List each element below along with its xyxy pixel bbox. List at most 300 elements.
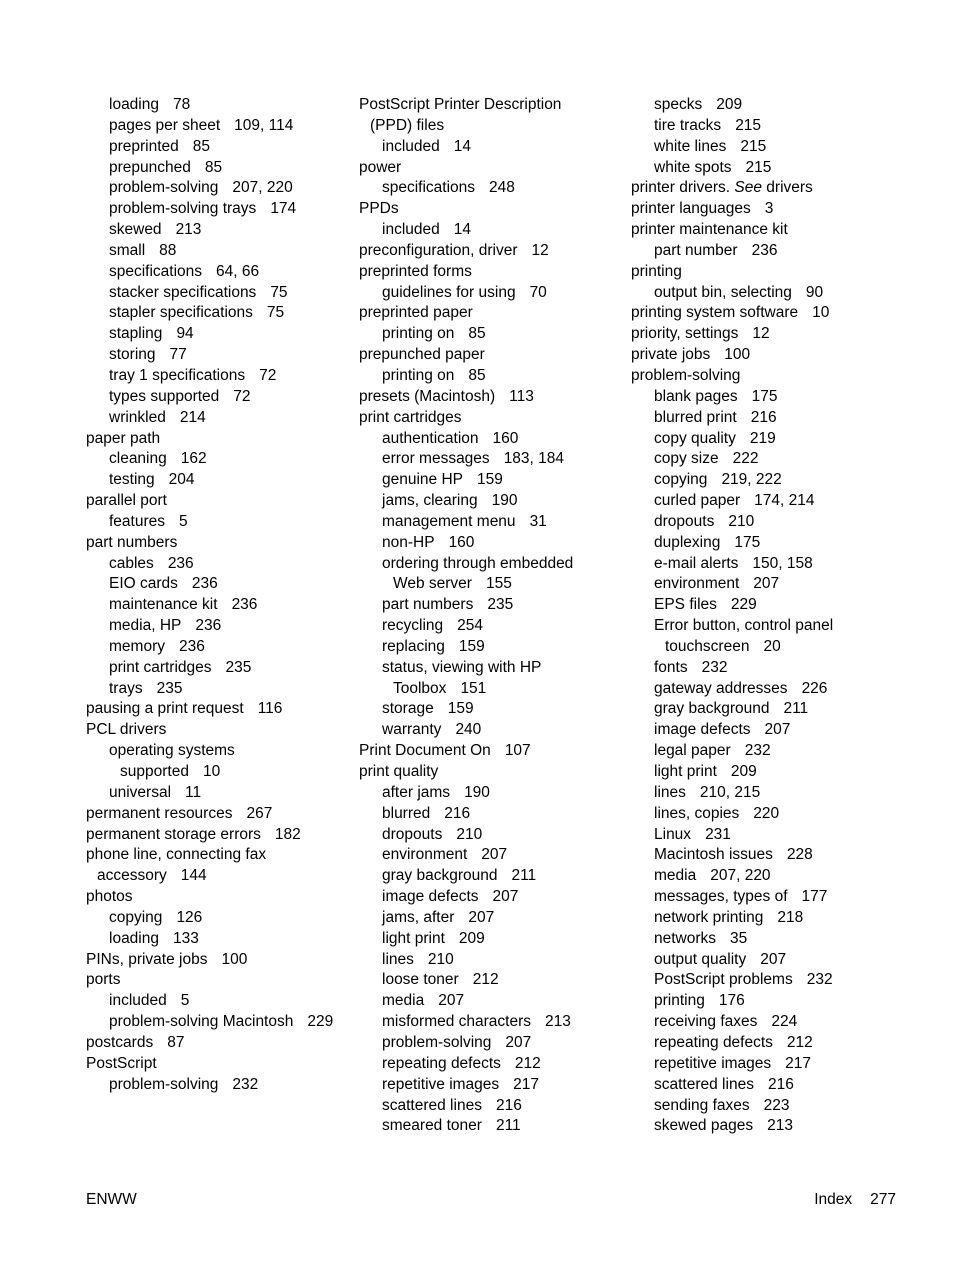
index-term: included bbox=[109, 992, 167, 1010]
index-entry bbox=[359, 866, 621, 887]
index-entry bbox=[86, 158, 348, 179]
index-page-ref: 212 bbox=[472, 971, 499, 989]
index-entry bbox=[631, 533, 893, 554]
index-term: presets (Macintosh) bbox=[359, 387, 496, 405]
index-page-ref: 72 bbox=[233, 387, 251, 405]
index-term: repetitive images bbox=[654, 1054, 772, 1072]
index-term: white lines bbox=[654, 137, 727, 155]
index-term: loading bbox=[109, 929, 159, 947]
index-term: Error button, control panel bbox=[654, 617, 834, 635]
index-page-ref: 174, 214 bbox=[754, 492, 815, 510]
index-term: private jobs bbox=[631, 346, 711, 364]
index-entry bbox=[631, 887, 893, 908]
index-entry bbox=[631, 637, 893, 658]
index-term: guidelines for using bbox=[382, 283, 516, 301]
index-term: printing on bbox=[382, 325, 455, 343]
index-entry bbox=[359, 158, 621, 179]
index-entry bbox=[631, 470, 893, 491]
index-entry bbox=[86, 866, 348, 887]
index-entry bbox=[359, 95, 621, 116]
index-page-ref: 211 bbox=[783, 700, 809, 718]
index-entry bbox=[359, 1012, 621, 1033]
index-page-ref: 10 bbox=[812, 304, 830, 322]
index-term: gateway addresses bbox=[654, 679, 788, 697]
index-entry bbox=[359, 241, 621, 262]
index-term: printer languages bbox=[631, 200, 751, 218]
index-term: light print bbox=[382, 929, 445, 947]
index-entry bbox=[359, 991, 621, 1012]
index-term: problem-solving bbox=[382, 1033, 492, 1051]
index-term: prepunched paper bbox=[359, 346, 485, 364]
index-term: repetitive images bbox=[382, 1075, 500, 1093]
index-entry bbox=[86, 970, 348, 991]
index-entry bbox=[631, 95, 893, 116]
index-term: PostScript problems bbox=[654, 971, 793, 989]
index-page-ref: 70 bbox=[529, 283, 547, 301]
index-term: copying bbox=[109, 908, 163, 926]
index-page-ref: 20 bbox=[763, 637, 781, 655]
index-entry bbox=[359, 345, 621, 366]
index-term: Macintosh issues bbox=[654, 846, 773, 864]
index-entry bbox=[359, 637, 621, 658]
index-page-ref: 248 bbox=[489, 179, 515, 197]
index-page-ref: 215 bbox=[740, 137, 767, 155]
index-entry bbox=[86, 512, 348, 533]
index-page-ref: 207 bbox=[481, 846, 508, 864]
index-entry bbox=[86, 449, 348, 470]
index-entry bbox=[631, 1054, 893, 1075]
index-entry bbox=[359, 533, 621, 554]
index-term: skewed bbox=[109, 221, 162, 239]
index-page-ref: 174 bbox=[270, 200, 297, 218]
index-entry bbox=[86, 491, 348, 512]
index-term: media bbox=[382, 992, 425, 1010]
index-page-ref: 175 bbox=[751, 387, 778, 405]
index-entry bbox=[86, 616, 348, 637]
index-term: ports bbox=[86, 971, 121, 989]
index-term: after jams bbox=[382, 783, 451, 801]
index-entry bbox=[86, 324, 348, 345]
index-term: EIO cards bbox=[109, 575, 178, 593]
index-entry bbox=[359, 1096, 621, 1117]
index-page-ref: 224 bbox=[771, 1013, 798, 1031]
index-entry bbox=[631, 616, 893, 637]
index-entry bbox=[86, 783, 348, 804]
index-term: printing system software bbox=[631, 304, 799, 322]
index-term: print quality bbox=[359, 763, 439, 780]
index-page-ref: 214 bbox=[179, 408, 206, 426]
index-entry bbox=[86, 762, 348, 783]
index-entry bbox=[86, 429, 348, 450]
index-page-ref: 100 bbox=[724, 346, 751, 364]
index-entry bbox=[359, 262, 621, 283]
index-entry bbox=[359, 950, 621, 971]
index-entry bbox=[86, 595, 348, 616]
index-entry bbox=[86, 116, 348, 137]
index-entry bbox=[86, 241, 348, 262]
index-term: jams, after bbox=[382, 908, 455, 926]
index-page-ref: 150, 158 bbox=[752, 554, 813, 572]
index-term: PostScript bbox=[86, 1054, 157, 1072]
index-page-ref: 222 bbox=[732, 450, 759, 468]
index-term: skewed pages bbox=[654, 1117, 754, 1135]
index-column-1 bbox=[86, 95, 348, 1096]
index-term: supported bbox=[120, 763, 189, 780]
index-term: PPDs bbox=[359, 200, 399, 218]
index-page-ref: 236 bbox=[167, 554, 194, 572]
index-page-ref: 207 bbox=[438, 992, 465, 1010]
index-entry bbox=[359, 762, 621, 783]
index-term: preprinted forms bbox=[359, 262, 472, 280]
index-page-ref: 159 bbox=[447, 700, 474, 718]
index-entry bbox=[359, 825, 621, 846]
index-page-ref: 11 bbox=[185, 783, 202, 801]
index-term: universal bbox=[109, 783, 172, 801]
index-term: output bin, selecting bbox=[654, 283, 792, 301]
index-term: operating systems bbox=[109, 742, 235, 760]
index-term: small bbox=[109, 241, 146, 259]
index-term: duplexing bbox=[654, 533, 721, 551]
index-term: warranty bbox=[382, 721, 442, 739]
index-page-ref: 207, 220 bbox=[232, 179, 293, 197]
index-entry bbox=[359, 512, 621, 533]
index-page-ref: 217 bbox=[785, 1054, 812, 1072]
index-term: image defects bbox=[654, 721, 751, 739]
index-page-ref: 85 bbox=[468, 325, 486, 343]
index-page-ref: 210 bbox=[728, 512, 755, 530]
index-page-ref: 229 bbox=[730, 596, 757, 614]
index-term: error messages bbox=[382, 450, 490, 468]
index-entry bbox=[631, 1096, 893, 1117]
index-page-ref: 75 bbox=[266, 304, 285, 322]
index-page-ref: 107 bbox=[504, 742, 531, 760]
index-term: genuine HP bbox=[382, 471, 464, 489]
index-entry bbox=[359, 387, 621, 408]
index-term: jams, clearing bbox=[382, 492, 478, 510]
index-entry bbox=[631, 554, 893, 575]
index-page-ref: 207 bbox=[505, 1033, 532, 1051]
index-entry bbox=[631, 199, 893, 220]
index-term: e-mail alerts bbox=[654, 554, 739, 572]
index-entry bbox=[86, 1075, 348, 1096]
index-term: PostScript Printer Description bbox=[359, 96, 562, 113]
index-page-ref: 12 bbox=[531, 241, 549, 259]
index-term: curled paper bbox=[654, 492, 741, 510]
index-entry bbox=[631, 950, 893, 971]
index-term: repeating defects bbox=[654, 1033, 773, 1051]
index-term: receiving faxes bbox=[654, 1013, 758, 1031]
index-term: postcards bbox=[86, 1033, 154, 1051]
index-page-ref: 218 bbox=[777, 908, 804, 926]
index-term: problem-solving trays bbox=[109, 200, 257, 218]
index-term: storing bbox=[109, 346, 156, 364]
index-entry bbox=[86, 1054, 348, 1075]
index-entry bbox=[631, 262, 893, 283]
index-entry bbox=[359, 1054, 621, 1075]
index-term: loading bbox=[109, 96, 159, 113]
index-term: print cartridges bbox=[109, 658, 212, 676]
index-entry bbox=[631, 825, 893, 846]
index-page-ref: 211 bbox=[495, 1117, 521, 1135]
index-entry bbox=[86, 408, 348, 429]
index-page-ref: 160 bbox=[448, 533, 475, 551]
index-entry bbox=[631, 804, 893, 825]
index-entry bbox=[631, 512, 893, 533]
index-page-ref: 77 bbox=[169, 346, 187, 364]
index-term: testing bbox=[109, 471, 155, 489]
index-entry bbox=[86, 887, 348, 908]
index-column-3 bbox=[631, 95, 893, 1137]
index-page-ref: 215 bbox=[735, 116, 762, 134]
index-term: parallel port bbox=[86, 492, 167, 510]
index-term: memory bbox=[109, 637, 165, 655]
index-page-ref: 213 bbox=[175, 221, 202, 239]
index-page-ref: 210 bbox=[427, 950, 454, 968]
index-page-ref: 176 bbox=[718, 992, 745, 1010]
index-term: legal paper bbox=[654, 742, 731, 760]
index-entry bbox=[86, 283, 348, 304]
index-entry bbox=[359, 554, 621, 575]
index-term: Web server bbox=[393, 575, 472, 593]
index-term: Print Document On bbox=[359, 742, 491, 760]
index-page-ref: 78 bbox=[173, 96, 191, 113]
index-page-ref: 216 bbox=[750, 408, 777, 426]
index-term: blank pages bbox=[654, 387, 738, 405]
index-term: blurred print bbox=[654, 408, 737, 426]
index-page-ref: 31 bbox=[529, 512, 547, 530]
index-entry bbox=[86, 137, 348, 158]
index-term: status, viewing with HP bbox=[382, 658, 542, 676]
index-entry bbox=[631, 116, 893, 137]
index-term: part numbers bbox=[86, 533, 178, 551]
footer-right bbox=[814, 1191, 896, 1209]
index-page-ref: 133 bbox=[173, 929, 199, 947]
index-entry bbox=[359, 1033, 621, 1054]
index-page-ref: 3 bbox=[764, 200, 774, 218]
index-term: fonts bbox=[654, 658, 688, 676]
index-term: copy quality bbox=[654, 429, 736, 447]
index-term: sending faxes bbox=[654, 1096, 750, 1114]
index-term: paper path bbox=[86, 429, 161, 447]
index-term: printing bbox=[654, 992, 705, 1010]
index-page-ref: 35 bbox=[730, 929, 748, 947]
index-term: lines, copies bbox=[654, 804, 740, 822]
index-term: printing bbox=[631, 262, 682, 280]
index-entry bbox=[359, 449, 621, 470]
index-page-ref: 14 bbox=[453, 221, 471, 239]
index-page-ref: 207 bbox=[468, 908, 495, 926]
index-page-ref: 210, 215 bbox=[699, 783, 761, 801]
index-page-ref: 5 bbox=[180, 992, 190, 1010]
index-page-ref: 212 bbox=[786, 1033, 813, 1051]
index-term: cleaning bbox=[109, 450, 167, 468]
index-page-ref: 216 bbox=[767, 1075, 794, 1093]
index-entry bbox=[86, 720, 348, 741]
index-term: specks bbox=[654, 96, 703, 113]
index-term: environment bbox=[654, 575, 740, 593]
index-term: wrinkled bbox=[109, 408, 166, 426]
index-term: printer maintenance kit bbox=[631, 221, 788, 239]
index-entry bbox=[86, 845, 348, 866]
index-page-ref: 85 bbox=[468, 366, 486, 384]
index-entry bbox=[86, 554, 348, 575]
index-term: power bbox=[359, 158, 402, 176]
index-entry bbox=[631, 1012, 893, 1033]
index-page-ref: 229 bbox=[307, 1013, 334, 1031]
index-entry bbox=[86, 741, 348, 762]
index-page-ref: 213 bbox=[545, 1013, 571, 1031]
footer-brand: ENWW bbox=[86, 1191, 137, 1208]
index-term: dropouts bbox=[654, 512, 715, 530]
index-entry bbox=[631, 658, 893, 679]
index-term: priority, settings bbox=[631, 325, 739, 343]
index-term: scattered lines bbox=[382, 1096, 482, 1114]
index-page-ref: 232 bbox=[744, 742, 771, 760]
index-entry bbox=[631, 283, 893, 304]
index-page-ref: 207 bbox=[492, 888, 519, 906]
index-entry bbox=[631, 387, 893, 408]
index-entry bbox=[86, 950, 348, 971]
index-page-ref: 72 bbox=[259, 366, 277, 384]
index-term: PCL drivers bbox=[86, 721, 167, 739]
index-entry bbox=[86, 1012, 348, 1033]
index-page-ref: 12 bbox=[752, 325, 770, 343]
index-term: preprinted paper bbox=[359, 304, 473, 322]
index-page-ref: 90 bbox=[805, 283, 824, 301]
index-term: specifications bbox=[382, 179, 476, 197]
index-page-ref: 94 bbox=[176, 325, 194, 343]
index-entry bbox=[631, 429, 893, 450]
index-page-ref: 209 bbox=[716, 96, 743, 113]
index-page-ref: 228 bbox=[786, 846, 813, 864]
index-entry bbox=[359, 429, 621, 450]
index-page-ref: 207 bbox=[764, 721, 791, 739]
index-page-ref: 85 bbox=[204, 158, 223, 176]
index-entry bbox=[631, 449, 893, 470]
index-term: copy size bbox=[654, 450, 719, 468]
index-page-ref: 215 bbox=[745, 158, 772, 176]
index-entry bbox=[359, 1116, 621, 1137]
index-term: media bbox=[654, 867, 697, 885]
index-entry bbox=[631, 783, 893, 804]
index-entry bbox=[631, 324, 893, 345]
index-term: tray 1 specifications bbox=[109, 366, 246, 384]
index-page-ref: 235 bbox=[156, 679, 183, 697]
index-term: problem-solving Macintosh bbox=[109, 1013, 294, 1031]
index-page-ref: 162 bbox=[180, 450, 207, 468]
index-page-ref: 190 bbox=[491, 492, 518, 510]
index-entry bbox=[631, 345, 893, 366]
index-term: gray background bbox=[654, 700, 770, 718]
index-term: ordering through embedded bbox=[382, 554, 574, 572]
index-entry bbox=[359, 804, 621, 825]
index-page-ref: 177 bbox=[801, 888, 828, 906]
index-page-ref: 235 bbox=[487, 596, 514, 614]
index-entry bbox=[631, 1116, 893, 1137]
index-entry bbox=[631, 908, 893, 929]
index-page-ref: 236 bbox=[191, 575, 218, 593]
index-term: light print bbox=[654, 763, 717, 780]
index-entry bbox=[86, 199, 348, 220]
index-page-ref: 223 bbox=[763, 1096, 790, 1114]
index-term: cables bbox=[109, 554, 154, 572]
index-entry bbox=[86, 699, 348, 720]
index-term: permanent resources bbox=[86, 804, 233, 822]
index-page-ref: 231 bbox=[705, 825, 731, 843]
index-term: stapling bbox=[109, 325, 163, 343]
index-term: storage bbox=[382, 700, 434, 718]
index-term: maintenance kit bbox=[109, 596, 218, 614]
index-entry bbox=[359, 178, 621, 199]
page-number: 277 bbox=[870, 1191, 896, 1208]
index-term: dropouts bbox=[382, 825, 443, 843]
index-page-ref: 212 bbox=[514, 1054, 541, 1072]
index-term: misformed characters bbox=[382, 1013, 532, 1031]
index-term: prepunched bbox=[109, 158, 191, 176]
index-page-ref: 267 bbox=[246, 804, 273, 822]
index-entry bbox=[631, 595, 893, 616]
index-entry bbox=[86, 220, 348, 241]
index-page-ref: 159 bbox=[458, 637, 485, 655]
index-page-ref: 159 bbox=[477, 471, 503, 489]
index-page-ref: 236 bbox=[178, 637, 205, 655]
index-term: management menu bbox=[382, 512, 516, 530]
index-entry bbox=[631, 408, 893, 429]
index-entry bbox=[359, 783, 621, 804]
index-entry bbox=[359, 574, 621, 595]
index-page-ref: 216 bbox=[444, 804, 471, 822]
index-page-ref: 254 bbox=[457, 617, 484, 635]
index-entry bbox=[86, 470, 348, 491]
index-term: tire tracks bbox=[654, 116, 722, 134]
index-page-ref: 160 bbox=[492, 429, 519, 447]
index-page-ref: 232 bbox=[701, 658, 728, 676]
index-entry bbox=[359, 616, 621, 637]
index-term: printing on bbox=[382, 366, 455, 384]
index-entry bbox=[86, 991, 348, 1012]
index-entry bbox=[631, 720, 893, 741]
index-entry bbox=[631, 866, 893, 887]
index-page-ref: 75 bbox=[270, 283, 288, 301]
index-term: problem-solving bbox=[109, 179, 219, 197]
index-entry bbox=[359, 199, 621, 220]
index-term: network printing bbox=[654, 908, 764, 926]
index-page-ref: 236 bbox=[231, 596, 258, 614]
index-page-ref: 155 bbox=[485, 575, 512, 593]
index-term: Linux bbox=[654, 825, 692, 843]
index-page-ref: 216 bbox=[495, 1096, 522, 1114]
index-entry bbox=[86, 929, 348, 950]
index-page-ref: 64, 66 bbox=[216, 262, 260, 280]
index-entry bbox=[359, 303, 621, 324]
index-page-ref: 5 bbox=[179, 512, 188, 530]
index-term: Toolbox bbox=[393, 679, 447, 697]
index-page-ref: 204 bbox=[168, 471, 195, 489]
index-term: permanent storage errors bbox=[86, 825, 261, 843]
index-term: gray background bbox=[382, 867, 498, 885]
index-entry bbox=[631, 137, 893, 158]
index-term: features bbox=[109, 512, 166, 530]
index-page-ref: 116 bbox=[257, 700, 283, 718]
index-term: touchscreen bbox=[665, 637, 750, 655]
index-entry bbox=[631, 991, 893, 1012]
index-entry bbox=[86, 303, 348, 324]
index-entry bbox=[631, 970, 893, 991]
index-term: part number bbox=[654, 241, 738, 259]
index-term: pages per sheet bbox=[109, 116, 221, 134]
index-term: printer drivers. bbox=[631, 179, 731, 197]
index-page-ref: 87 bbox=[167, 1033, 185, 1051]
